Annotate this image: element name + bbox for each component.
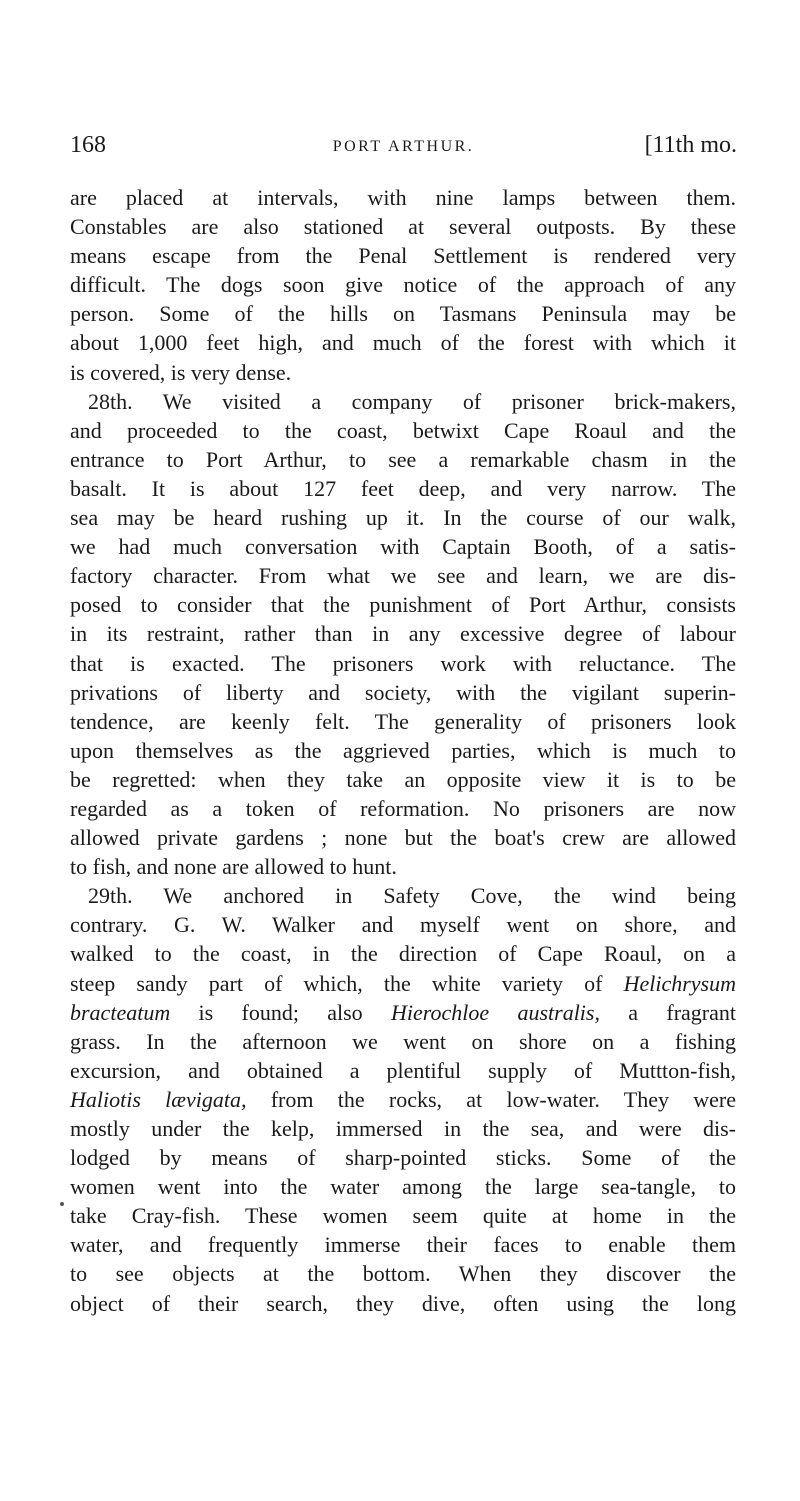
text-line: difficult. The dogs soon give notice of the approach of any [70, 272, 736, 298]
text-line: 29th. We anchored in Safety Cove, the wind being [88, 883, 736, 909]
text-line: and proceeded to the coast, betwixt Cape Roaul and the [70, 417, 736, 443]
text-line: tendence, are keenly felt. The generality of prisoners look [70, 708, 736, 734]
text-line: in its restraint, rather than in any excessive degree of labour [70, 621, 736, 647]
page-number: 168 [70, 132, 106, 158]
text-segment: a fragrant [628, 999, 736, 1025]
margin-ink-dot [60, 1202, 64, 1206]
text-line: person. Some of the hills on Tasmans Peninsula may be [70, 301, 736, 327]
text-line: 28th. We visited a company of prisoner brick-makers, [88, 388, 736, 414]
text-line: we had much conversation with Captain Booth, of a satis- [70, 534, 736, 560]
species-name: Hierochloe australis, [391, 999, 600, 1025]
text-line: is covered, is very dense. [70, 359, 292, 385]
text-line: to fish, and none are allowed to hunt. [70, 854, 397, 880]
text-line: walked to the coast, in the direction of Cape Roaul, on a [70, 941, 736, 967]
text-line: Constables are also stationed at several outposts. By these [70, 214, 736, 240]
text-line: entrance to Port Arthur, to see a remarkable chasm in the [70, 446, 736, 472]
text-line: posed to consider that the punishment of Port Arthur, consists [70, 592, 736, 618]
text-line: grass. In the afternoon we went on shore on a fishing [70, 1028, 736, 1054]
text-line: take Cray-fish. These women seem quite at home in the [70, 1203, 736, 1229]
text-line [70, 969, 736, 998]
text-line: sea may be heard rushing up it. In the course of our walk, [70, 505, 736, 531]
text-segment: from the rocks, at low-water. They were [270, 1086, 736, 1112]
page-header [70, 128, 737, 168]
text-line: factory character. From what we see and learn, we are dis- [70, 563, 736, 589]
text-line: allowed private gardens ; none but the boat's crew are allowed [70, 825, 736, 851]
text-line: to see objects at the bottom. When they discover the [70, 1261, 736, 1287]
text-line [70, 1085, 736, 1114]
text-segment: steep sandy part of which, the white variety of [70, 970, 603, 996]
text-line: water, and frequently immerse their faces to enable them [70, 1232, 736, 1258]
text-line: lodged by means of sharp-pointed sticks. Some of the [70, 1145, 736, 1171]
month-reference: [11th mo. [644, 132, 737, 158]
text-line: privations of liberty and society, with the vigilant superin- [70, 679, 736, 705]
text-line: upon themselves as the aggrieved parties, which is much to [70, 737, 736, 763]
text-line: regarded as a token of reformation. No prisoners are now [70, 795, 736, 821]
species-name: bracteatum [70, 999, 171, 1025]
text-line: be regretted: when they take an opposite view it is to be [70, 766, 736, 792]
species-name: Haliotis lævigata, [70, 1086, 247, 1112]
text-line: about 1,000 feet high, and much of the forest with which it [70, 330, 736, 356]
text-line [70, 998, 736, 1027]
text-line: that is exacted. The prisoners work with reluctance. The [70, 650, 736, 676]
running-title: PORT ARTHUR. [332, 138, 475, 155]
text-segment: is found; also [198, 999, 363, 1025]
body-text [70, 183, 736, 1318]
text-line: contrary. G. W. Walker and myself went on shore, and [70, 912, 736, 938]
text-line: are placed at intervals, with nine lamps between them. [70, 185, 736, 210]
text-line: women went into the water among the large sea-tangle, to [70, 1174, 736, 1200]
text-line: mostly under the kelp, immersed in the sea, and were dis- [70, 1116, 736, 1141]
text-line: object of their search, they dive, often using the long [70, 1290, 736, 1316]
text-line: excursion, and obtained a plentiful supply of Muttton-fish, [70, 1057, 736, 1083]
species-name: Helichrysum [623, 970, 737, 996]
text-line: means escape from the Penal Settlement is rendered very [70, 243, 736, 269]
text-line: basalt. It is about 127 feet deep, and very narrow. The [70, 475, 736, 501]
